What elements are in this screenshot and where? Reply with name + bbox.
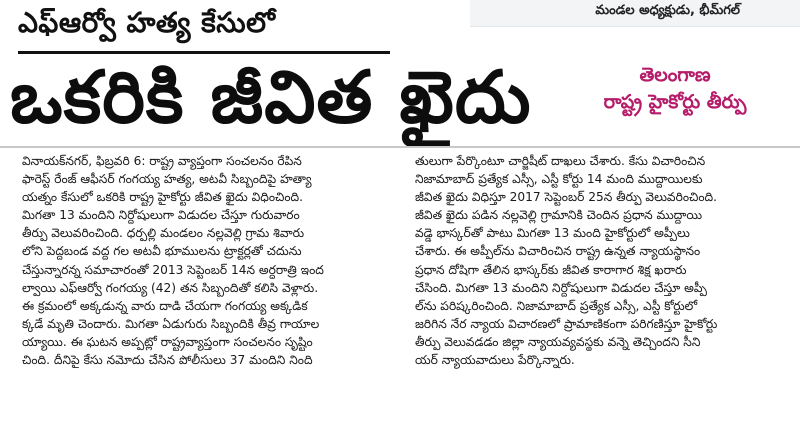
- subhead-line-2: రాష్ట్ర హైకోర్టు తీర్పు: [603, 90, 747, 113]
- text-line: ప్రధాన దోషిగా తేలిన భాస్కర్‌కు జీవిత కారాగార శిక్ష ఖరారు: [415, 262, 687, 277]
- photo-caption-strip: [470, 0, 800, 27]
- kicker-underline: [18, 51, 390, 54]
- text-line: లోని పెద్దబండ వద్ద గల అటవీ భూములను ట్రాక్టర్లతో చదును: [22, 244, 302, 259]
- article-column-1: [22, 152, 398, 369]
- text-line: జీవిత ఖైదు పడిన నల్లవెల్లి గ్రామానికి చెందిన ప్రధాన ముద్దాయి: [415, 208, 703, 223]
- photo-caption: మండల అధ్యక్షుడు, భీమ్‌గల్: [595, 3, 740, 18]
- text-line: జీవిత ఖైదు విధిస్తూ 2017 సెప్టెంబర్ 25న తీర్పు వెలువరించింది.: [415, 190, 717, 205]
- article-headline: ఒకరికి జీవిత ఖైదు: [10, 55, 532, 139]
- article-kicker: ఎఫ్‌ఆర్వో హత్య కేసులో: [18, 6, 276, 39]
- text-line: క్కడే మృతి చెందారు. మిగతా ఏడుగురు సిబ్బందికి తీవ్ర గాయాల: [22, 316, 320, 331]
- text-line: ఫారెస్ట్ రేంజ్ ఆఫీసర్ గంగయ్య హత్య, అటవీ సిబ్బందిపై హత్యా: [22, 172, 312, 187]
- subhead-line-1: తెలంగాణ: [639, 64, 711, 86]
- text-line: మిగతా 13 మందిని నిర్దోషులుగా విడుదల చేస్తూ గురువారం: [22, 208, 300, 223]
- text-line: ల్వాయి ఎఫ్‌ఆర్వో గంగయ్య (42) తన సిబ్బందితో కలిసి వెళ్లారు.: [22, 280, 319, 295]
- text-line: చింది. దీనిపై కేసు నమోదు చేసిన పోలీసులు 37 మందిని నింది: [22, 353, 313, 368]
- article-subhead: [560, 62, 790, 115]
- text-line: వినాయక్‌నగర్, ఫిబ్రవరి 6: రాష్ట్ర వ్యాప్తంగా సంచలనం రేపిన: [22, 154, 302, 168]
- text-line: చేసింది. మిగతా 13 మందిని నిర్దోషులుగా విడుదల చేస్తూ అప్పీ: [415, 280, 707, 295]
- divider: [0, 146, 800, 148]
- text-line: యత్నం కేసులో ఒకరికి రాష్ట్ర హైకోర్టు జీవిత ఖైదు విధించింది.: [22, 190, 304, 205]
- text-line: నిజామాబాద్ ప్రత్యేక ఎస్సీ, ఎస్టీ కోర్టు 14 మంది ముద్దాయిలకు: [415, 172, 703, 187]
- text-line: జరిగిన నేర న్యాయ విచారణలో ప్రామాణికంగా పరిగణిస్తూ హైకోర్టు: [415, 316, 718, 331]
- text-line: తీర్పు వెలువడడం జిల్లా న్యాయవ్యవస్థకు వన్నె తెచ్చిందని సీని: [415, 334, 701, 349]
- text-line: తులుగా పేర్కొంటూ చార్జిషీట్ దాఖలు చేశారు. కేసు విచారించిన: [415, 154, 706, 168]
- text-line: చేస్తున్నారన్న సమాచారంతో 2013 సెప్టెంబర్ 14న అర్ధరాత్రి ఇంద: [22, 262, 324, 277]
- text-line: వడ్డె భాస్కర్‌తో పాటు మిగతా 13 మంది హైకోర్టులో అప్పీలు: [415, 226, 690, 241]
- article-column-2: [415, 152, 791, 369]
- text-line: యర్ న్యాయవాదులు పేర్కొన్నారు.: [415, 353, 575, 368]
- text-line: తీర్పు వెలువరించింది. ధర్పల్లి మండలం నల్లవెల్లి గ్రామ శివారు: [22, 226, 305, 241]
- text-line: ల్‌ను పరిష్కరించింది. నిజామాబాద్ ప్రత్యేక ఎస్సీ, ఎస్టీ కోర్టులో: [415, 298, 698, 313]
- text-line: ఈ క్రమంలో అక్కడున్న వారు దాడి చేయగా గంగయ్య అక్కడిక: [22, 298, 308, 313]
- text-line: చేశారు. ఈ అప్పీల్‌ను విచారించిన రాష్ట్ర ఉన్నత న్యాయస్థానం: [415, 244, 701, 259]
- text-line: య్యాయి. ఈ ఘటన అప్పట్లో రాష్ట్రవ్యాప్తంగా సంచలనం సృష్టిం: [22, 334, 313, 349]
